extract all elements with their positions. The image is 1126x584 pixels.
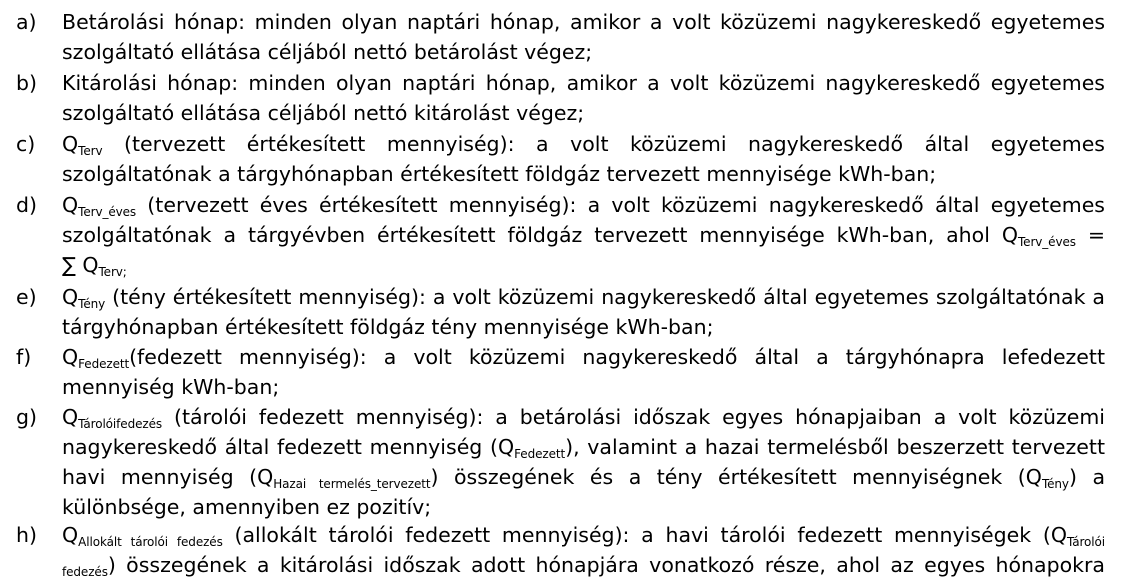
text-line: mennyiség kWh-ban; — [62, 375, 280, 399]
quantity-symbol: Q — [62, 285, 79, 309]
definition-text: (allokált tárolói fedezett mennyiség): a havi tárolói fedezett mennyiségek (Q — [222, 523, 1067, 547]
text-line — [62, 220, 1105, 250]
definition-text: ), valamint a hazai termelésből beszerzett tervezett — [565, 435, 1105, 459]
definition-text: nagykereskedő által fedezett mennyiség (Q — [62, 435, 515, 459]
item-text — [62, 7, 1105, 67]
text-line: szolgáltató ellátása céljából nettó kitárolást végez; — [62, 101, 585, 125]
text-line — [62, 190, 1105, 220]
quantity-subscript: Allokált tárolói fedezés — [78, 535, 223, 549]
item-marker: b) — [16, 71, 38, 95]
quantity-subscript: Terv; — [98, 265, 127, 279]
quantity-subscript: Tárolói — [1066, 535, 1106, 549]
quantity-subscript: Tény — [78, 297, 106, 311]
item-marker: a) — [16, 10, 37, 34]
text-line — [62, 282, 1105, 312]
definition-text: szolgáltatónak a tárgyévben értékesített földgáz tervezett mennyisége kWh-ban, ahol Q — [62, 223, 1018, 247]
text-line — [62, 550, 1105, 580]
text-line: különbsége, amennyiben ez pozitív; — [62, 495, 432, 519]
item-marker: f) — [16, 345, 32, 369]
quantity-subscript: Tárolóifedezés — [78, 417, 163, 431]
definition-text: (tervezett értékesített mennyiség): a volt közüzemi nagykereskedő által egyetemes — [102, 132, 1105, 156]
quantity-subscript: Hazai termelés_tervezett — [273, 477, 431, 491]
item-marker: c) — [16, 132, 36, 156]
quantity-subscript: Terv_éves — [1017, 235, 1076, 249]
definition-text: (tervezett éves értékesített mennyiség): a volt közüzemi nagykereskedő által egyetemes — [136, 193, 1105, 217]
quantity-symbol: Q — [62, 523, 79, 547]
item-text — [62, 342, 1105, 402]
quantity-subscript: fedezés — [62, 565, 108, 579]
quantity-symbol: Q — [62, 405, 79, 429]
text-line — [62, 342, 1105, 372]
quantity-subscript: Terv_éves — [78, 205, 137, 219]
quantity-symbol: Q — [62, 193, 79, 217]
definition-text: ) a — [1068, 465, 1106, 489]
definition-text: (tárolói fedezett mennyiség): a betárolási időszak egyes hónapjaiban a volt közüzemi — [162, 405, 1105, 429]
text-line — [62, 129, 1105, 159]
text-line: szolgáltató ellátása céljából nettó betárolást végez; — [62, 40, 593, 64]
item-text — [62, 190, 1105, 280]
text-line: Kitárolási hónap: minden olyan naptári hónap, amikor a volt közüzemi nagykereskedő egyetemes — [62, 71, 1105, 95]
quantity-symbol: Q — [62, 132, 79, 156]
item-text — [62, 520, 1105, 580]
text-line: szolgáltatónak a tárgyhónapban értékesített földgáz tervezett mennyisége kWh-ban; — [62, 162, 937, 186]
text-line — [62, 520, 1105, 550]
quantity-subscript: Terv — [78, 144, 103, 158]
definition-text: = — [1075, 223, 1105, 247]
item-text — [62, 402, 1105, 522]
item-marker: d) — [16, 193, 38, 217]
sum-expression: ∑ Q — [62, 253, 99, 277]
definition-text: ) összegének és a tény értékesített mennyiségnek (Q — [430, 465, 1042, 489]
quantity-symbol: Q — [62, 345, 79, 369]
definition-text: (tény értékesített mennyiség): a volt közüzemi nagykereskedő által egyetemes szolgáltatónak a — [105, 285, 1105, 309]
text-line — [62, 432, 1105, 462]
item-text — [62, 129, 1105, 189]
definition-text: (fedezett mennyiség): a volt közüzemi nagykereskedő által a tárgyhónapra lefedezett — [129, 345, 1105, 369]
text-line — [62, 462, 1105, 492]
quantity-subscript: Fedezett — [78, 357, 130, 371]
item-marker: g) — [16, 405, 38, 429]
definition-text: havi mennyiség (Q — [62, 465, 274, 489]
item-text — [62, 68, 1105, 128]
text-line — [62, 250, 1105, 280]
quantity-subscript: Tény — [1041, 477, 1069, 491]
definition-text: ) összegének a kitárolási időszak adott hónapjára vonatkozó része, ahol az egyes hónapokra — [107, 553, 1105, 577]
item-text — [62, 282, 1105, 342]
text-line — [62, 402, 1105, 432]
item-marker: e) — [16, 285, 37, 309]
item-marker: h) — [16, 523, 37, 547]
text-line: tárgyhónapban értékesített földgáz tény mennyisége kWh-ban; — [62, 315, 714, 339]
text-line: Betárolási hónap: minden olyan naptári hónap, amikor a volt közüzemi nagykereskedő egyetemes — [62, 10, 1105, 34]
quantity-subscript: Fedezett — [514, 447, 566, 461]
